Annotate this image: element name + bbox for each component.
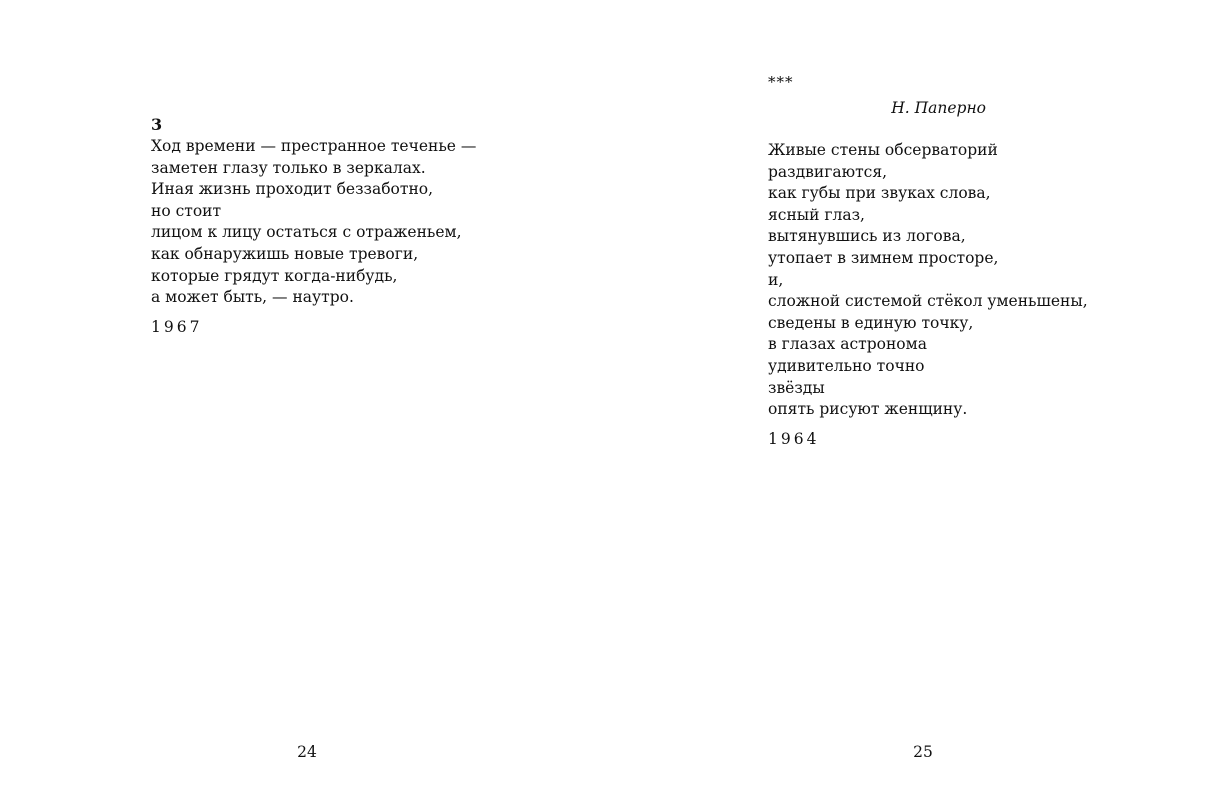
poem-line: удивительно точно (768, 356, 925, 375)
poem-line: звёзды (768, 378, 825, 397)
page-number: 24 (297, 743, 317, 761)
poem-number: 3 (151, 115, 163, 134)
poem-lines (151, 136, 591, 309)
poem-line: Живые стены обсерваторий (768, 141, 998, 159)
poem-lines (768, 140, 1208, 421)
section-stars: *** (768, 73, 794, 91)
poem-line: сложной системой стёкол уменьшены, (768, 292, 1088, 311)
poem-line: как обнаружишь новые тревоги, (151, 244, 419, 263)
poem-line: Ход времени — престранное теченье — (151, 137, 477, 155)
poem-line: но стоит (151, 201, 222, 220)
poem-line: заметен глазу только в зеркалах. (151, 158, 426, 177)
right-page (615, 0, 1230, 800)
poem-line: в глазах астронома (768, 335, 927, 354)
poem-line: утопает в зимнем просторе, (768, 248, 999, 267)
poem-line: которые грядут когда-нибудь, (151, 266, 398, 285)
poem-line: опять рисуют женщину. (768, 400, 968, 419)
poem-3 (151, 114, 591, 337)
dedication: Н. Паперно (891, 99, 986, 117)
poem-line: а может быть, — наутро. (151, 288, 354, 307)
poem-line: и, (768, 270, 784, 289)
poem-line: раздвигаются, (768, 162, 888, 181)
poem-line: ясный глаз, (768, 205, 865, 224)
poem-line: лицом к лицу остаться с отраженьем, (151, 223, 462, 242)
poem-line: как губы при звуках слова, (768, 184, 991, 203)
poem-line: вытянувшись из логова, (768, 227, 966, 246)
poem-year: 1967 (151, 317, 203, 336)
poem-line: сведены в единую точку, (768, 313, 974, 332)
page-number: 25 (913, 743, 933, 761)
poem-line: Иная жизнь проходит беззаботно, (151, 180, 434, 199)
poem-untitled (768, 72, 1208, 449)
poem-year: 1964 (768, 429, 820, 448)
